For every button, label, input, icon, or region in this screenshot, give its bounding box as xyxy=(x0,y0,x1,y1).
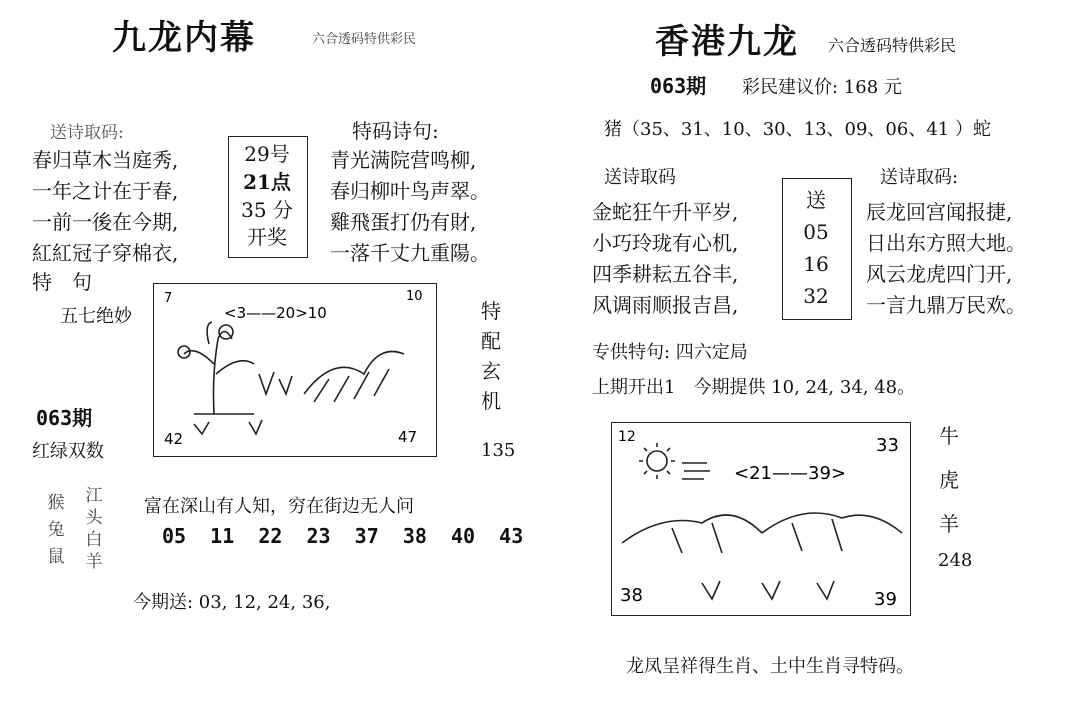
draw-note: 开奖 xyxy=(247,225,287,249)
zodiac-char: 鼠 xyxy=(47,547,65,567)
left-numbers: 05 11 22 23 37 38 40 43 xyxy=(162,524,524,548)
side-char: 羊 xyxy=(939,512,959,536)
side-char: 机 xyxy=(481,389,501,413)
right-poem-heading-right: 送诗取码: xyxy=(880,167,959,188)
left-poem-line: 一年之计在于春, xyxy=(32,179,179,203)
right-subtitle: 六合透码特供彩民 xyxy=(828,36,957,55)
left-issue-note: 红绿双数 xyxy=(32,441,104,462)
zodiac-col1 xyxy=(46,490,66,571)
send-box-item: 16 xyxy=(803,252,829,276)
left-poem xyxy=(32,145,178,269)
right-poem-heading-left: 送诗取码 xyxy=(604,167,676,188)
zodiac-char: 江 xyxy=(85,486,103,506)
left-pic-top-left: 7 xyxy=(164,291,173,306)
draw-hour: 21点 xyxy=(243,170,291,194)
side-char: 配 xyxy=(481,329,501,353)
left-poem-line: 春归草木当庭秀, xyxy=(32,148,179,172)
right-poem-line: 一言九鼎万民欢。 xyxy=(866,293,1026,317)
zodiac-char: 白 xyxy=(85,530,103,550)
left-side-vertical xyxy=(478,296,504,416)
send-box-item: 05 xyxy=(803,220,829,244)
right-poem-line: 风云龙虎四门开, xyxy=(866,262,1013,286)
special-poem-line: 一落千丈九重陽。 xyxy=(330,241,490,265)
right-pic-top-left: 12 xyxy=(618,429,636,445)
right-poem-right xyxy=(866,197,1026,321)
right-poem-left xyxy=(592,197,738,321)
side-char: 玄 xyxy=(481,359,501,383)
right-picture-sketch xyxy=(612,423,910,615)
right-poem-line: 风调雨顺报吉昌, xyxy=(592,293,739,317)
right-pic-range: <21——39> xyxy=(734,463,846,484)
side-char: 牛 xyxy=(939,424,959,448)
left-subtitle: 六合透码特供彩民 xyxy=(312,32,417,47)
right-poem-line: 日出东方照大地。 xyxy=(866,231,1026,255)
left-pic-bottom-right: 47 xyxy=(398,428,418,446)
tejv-label: 特 句 xyxy=(32,270,92,294)
special-poem-line: 青光满院营鸣柳, xyxy=(330,148,477,172)
right-side-vertical xyxy=(936,414,962,546)
left-side-number: 135 xyxy=(481,440,516,461)
left-poem-line: 一前一後在今期, xyxy=(32,210,179,234)
special-poem-heading: 特码诗句: xyxy=(352,119,439,143)
left-picture-sketch xyxy=(154,284,436,456)
left-poem-line: 紅紅冠子穿棉衣, xyxy=(32,241,179,265)
send-box-item: 32 xyxy=(803,284,829,308)
zodiac-char: 猴 xyxy=(47,493,65,513)
left-send-line: 今期送: 03, 12, 24, 36, xyxy=(133,592,331,613)
draw-minute: 35 分 xyxy=(241,198,293,222)
draw-time xyxy=(228,140,306,250)
zodiac-char: 兔 xyxy=(47,520,65,540)
right-pic-top-right: 33 xyxy=(876,435,899,456)
zodiac-col2 xyxy=(84,485,104,573)
right-footer: 龙凤呈祥得生肖、土中生肖寻特码。 xyxy=(626,656,914,677)
zodiac-char: 头 xyxy=(85,508,103,528)
right-title: 香港九龙 xyxy=(655,22,799,62)
draw-day: 29号 xyxy=(244,142,290,166)
left-poem-heading: 送诗取码: xyxy=(50,123,124,143)
left-pic-bottom-left: 42 xyxy=(164,430,184,448)
special-poem-line: 春归柳叶鸟声翠。 xyxy=(330,179,490,203)
right-poem-line: 四季耕耘五谷丰, xyxy=(592,262,739,286)
wuqi-label: 五七绝妙 xyxy=(60,306,132,327)
zodiac-char: 羊 xyxy=(85,552,103,572)
special-line: 专供特句: 四六定局 xyxy=(592,342,748,363)
special-poem-line: 雞飛蛋打仍有財, xyxy=(330,210,477,234)
right-side-number: 248 xyxy=(938,550,973,571)
last-line: 上期开出1 今期提供 10, 24, 34, 48。 xyxy=(592,377,916,398)
right-poem-line: 金蛇狂午升平岁, xyxy=(592,200,739,224)
pig-line: 猪（35、31、10、30、13、09、06、41 ）蛇 xyxy=(604,119,991,140)
right-poem-line: 辰龙回宫闻报捷, xyxy=(866,200,1013,224)
right-pic-bottom-right: 39 xyxy=(874,589,897,610)
send-box-item: 送 xyxy=(806,188,826,212)
left-proverb: 富在深山有人知，穷在街边无人问 xyxy=(144,496,414,517)
special-poem xyxy=(330,145,490,269)
right-issue: 063期 xyxy=(650,74,707,98)
send-box-content xyxy=(782,184,850,312)
right-price: 彩民建议价: 168 元 xyxy=(742,77,902,98)
side-char: 虎 xyxy=(939,468,959,492)
left-pic-top-right: 10 xyxy=(406,289,423,304)
left-issue: 063期 xyxy=(36,406,93,430)
right-poem-line: 小巧玲珑有心机, xyxy=(592,231,739,255)
side-char: 特 xyxy=(481,299,501,323)
left-title: 九龙内幕 xyxy=(112,18,256,58)
left-pic-range: <3——20>10 xyxy=(224,304,327,322)
right-pic-bottom-left: 38 xyxy=(620,585,643,606)
